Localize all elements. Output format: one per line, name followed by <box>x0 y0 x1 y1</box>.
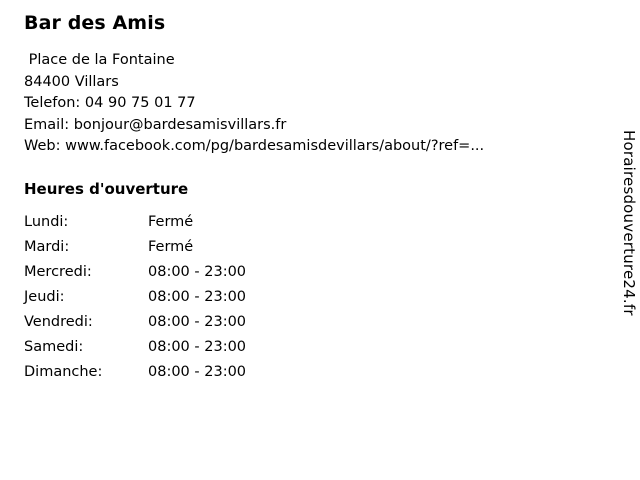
day-value: 08:00 - 23:00 <box>148 263 247 280</box>
day-label: Mercredi: <box>24 263 92 280</box>
web-line: Web: www.facebook.com/pg/bardesamisdevillars/about/?ref=... <box>24 138 485 154</box>
business-info-block <box>24 12 594 387</box>
table-row <box>24 312 246 337</box>
watermark-label: Horairesdouverture24.fr <box>620 130 638 316</box>
day-value: 08:00 - 23:00 <box>148 288 247 305</box>
day-label: Lundi: <box>24 213 69 230</box>
table-row <box>24 362 246 387</box>
table-row <box>24 287 246 312</box>
table-row <box>24 237 246 262</box>
address-street: Place de la Fontaine <box>24 52 175 68</box>
day-value: Fermé <box>148 213 194 230</box>
day-label: Jeudi: <box>24 288 65 305</box>
table-row <box>24 212 246 237</box>
address-city: 84400 Villars <box>24 73 119 90</box>
day-value: 08:00 - 23:00 <box>148 313 247 330</box>
page-title: Bar des Amis <box>24 12 166 34</box>
opening-hours-table <box>24 212 246 387</box>
day-label: Vendredi: <box>24 313 93 330</box>
day-label: Mardi: <box>24 238 70 255</box>
day-label: Samedi: <box>24 338 84 355</box>
table-row <box>24 337 246 362</box>
table-row <box>24 262 246 287</box>
email-line: Email: bonjour@bardesamisvillars.fr <box>24 116 287 133</box>
day-value: Fermé <box>148 238 194 255</box>
opening-hours-heading: Heures d'ouverture <box>24 179 189 198</box>
phone-line: Telefon: 04 90 75 01 77 <box>24 95 196 111</box>
day-value: 08:00 - 23:00 <box>148 363 247 380</box>
day-value: 08:00 - 23:00 <box>148 338 247 355</box>
day-label: Dimanche: <box>24 363 103 380</box>
